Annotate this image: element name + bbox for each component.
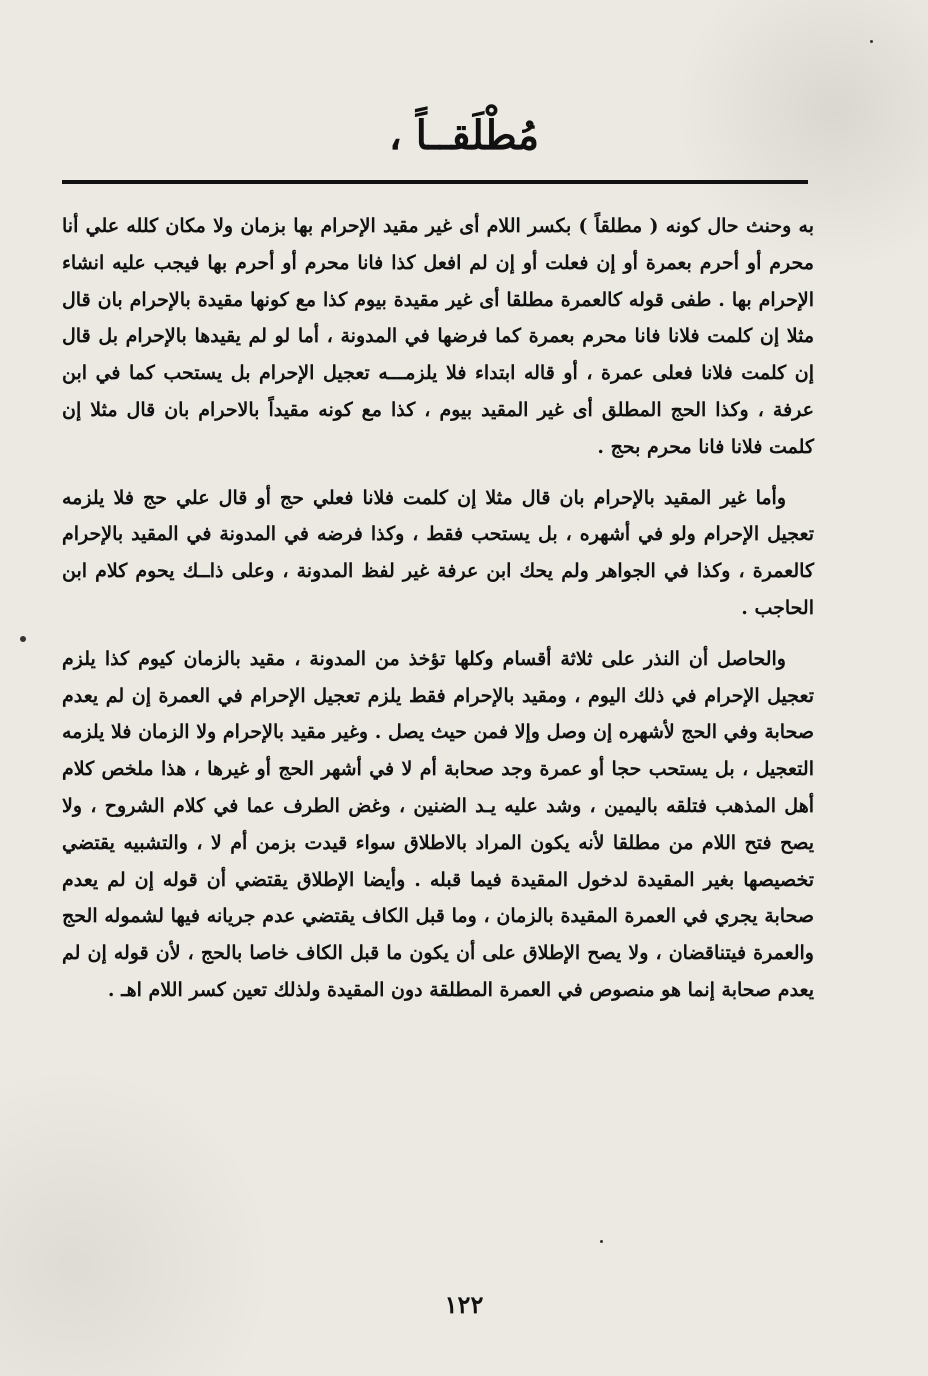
page-heading: مُطْلَقــاً ، [388, 112, 540, 159]
paragraph-3: والحاصل أن النذر على ثلاثة أقسام وكلها تؤخذ من المدونة ، مقيد بالزمان كيوم كذا يلزم تعجيل الإحرام في ذلك اليوم ، ومقيد بالإحرام فقط يلزم تعجيل الإحرام في العمرة إن لم يعدم صحابة وفي الحج لأشهره إن وصل وإلا فمن حيث يصل . وغير مقيد بالإحرام ولا الزمان فلا يلزمه التعجيل ، بل يستحب حجا أو عمرة وجد صحابة أم لا في أشهر الحج أو غيرها ، هذا ملخص كلام أهل المذهب فتلقه باليمين ، وشد عليه يـد الضنين ، وغض الطرف عما في كلام الشروح ، ولا يصح فتح اللام من مطلقا لأنه يكون المراد بالاطلاق سواء قيدت بزمن أم لا ، والتشبيه يقتضي تخصيصها بغير المقيدة لدخول المقيدة فيما قبله . وأيضا الإطلاق يقتضي أن قوله إن لم يعدم صحابة يجري في العمرة المقيدة بالزمان ، وما قبل الكاف يقتضي عدم جريانه فيها لشموله الحج والعمرة فيتناقضان ، ولا يصح الإطلاق على أن يكون ما قبل الكاف خاصا بالحج ، لأن قوله إن لم يعدم صحابة إنما هو منصوص في العمرة المطلقة دون المقيدة ولذلك تعين كسر اللام اهـ . [62, 647, 814, 1001]
heading-rule [62, 180, 808, 184]
page-number: ١٢٢ [444, 1290, 484, 1319]
scan-speck [20, 636, 26, 642]
scan-speck [600, 1240, 603, 1243]
scan-speck [870, 40, 873, 43]
paragraph-2: وأما غير المقيد بالإحرام بان قال مثلا إن كلمت فلانا فعلي حج أو قال علي حج فلا يلزمه تعجيل الإحرام ولو في أشهره ، بل يستحب فقط ، وكذا فرضه في المدونة في المقيد بالإحرام كالعمرة ، وكذا في الجواهر ولم يحك ابن عرفة غير لفظ المدونة ، وعلى ذاــك يحوم كلام ابن الحاجب . [62, 486, 814, 619]
paragraph-1: به وحنث حال كونه ( مطلقاً ) بكسر اللام أى غير مقيد الإحرام بها بزمان ولا مكان كلله علي أنا محرم أو أحرم بعمرة أو إن فعلت أو إن لم افعل كذا فانا محرم أو أحرم بها فيجب عليه انشاء الإحرام بها . طفى قوله كالعمرة مطلقا أى غير مقيدة بيوم كذا مع كونها مقيدة بالإحرام بان قال مثلا إن كلمت فلانا فانا محرم بعمرة كما فرضها في المدونة ، أما لو لم يقيدها بالإحرام بل قال إن كلمت فلانا فعلى عمرة ، أو قاله ابتداء فلا يلزمـــه تعجيل الإحرام بل يستحب كما في ابن عرفة ، وكذا الحج المطلق أى غير المقيد بيوم ، كذا مع كونه مقيداً بالاحرام بان قال مثلا إن كلمت فلانا فانا محرم بحج . [62, 215, 814, 458]
body-text [62, 208, 814, 1023]
